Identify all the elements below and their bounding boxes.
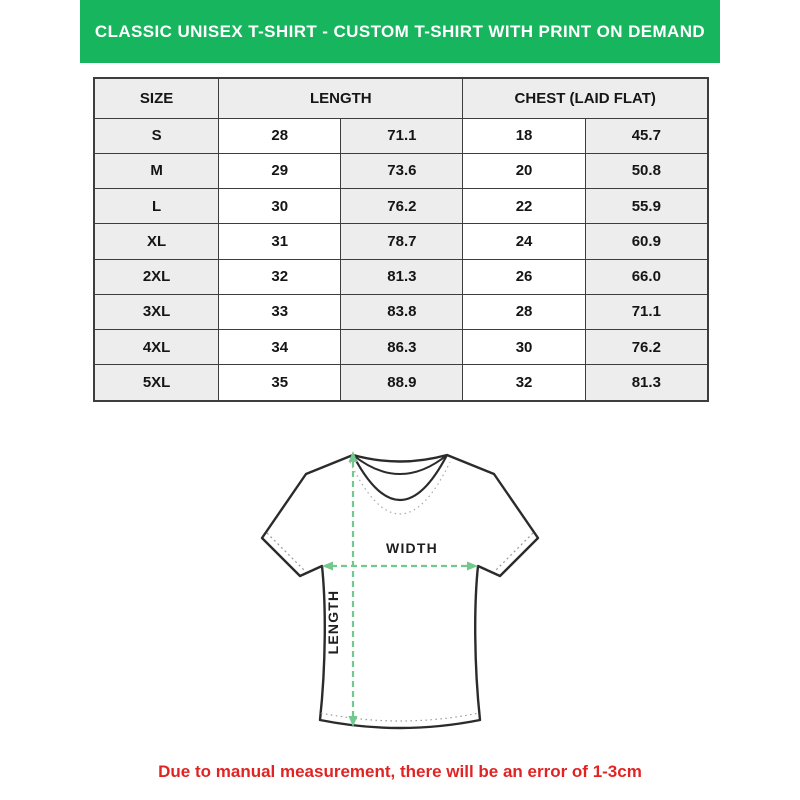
- tshirt-body-outline: [262, 455, 538, 728]
- cell-length-inches: 28: [219, 118, 341, 153]
- length-label: LENGTH: [325, 589, 341, 655]
- column-header-length: LENGTH: [219, 78, 463, 118]
- cell-size-label: XL: [94, 224, 219, 259]
- cell-chest-inches: 24: [463, 224, 585, 259]
- cell-chest-cm: 76.2: [585, 330, 708, 365]
- size-table-body: [94, 118, 708, 401]
- cell-length-cm: 76.2: [341, 189, 463, 224]
- cell-size-label: M: [94, 153, 219, 188]
- cell-length-inches: 35: [219, 365, 341, 401]
- cell-length-inches: 32: [219, 259, 341, 294]
- table-row: [94, 118, 708, 153]
- cell-chest-cm: 71.1: [585, 294, 708, 329]
- title-banner: [80, 0, 720, 63]
- cell-chest-inches: 26: [463, 259, 585, 294]
- measurement-disclaimer: Due to manual measurement, there will be an error of 1-3cm: [158, 762, 642, 781]
- cell-length-cm: 78.7: [341, 224, 463, 259]
- table-row: [94, 365, 708, 401]
- cell-chest-inches: 20: [463, 153, 585, 188]
- table-row: [94, 189, 708, 224]
- column-header-size: SIZE: [94, 78, 219, 118]
- cell-length-cm: 81.3: [341, 259, 463, 294]
- cell-chest-cm: 66.0: [585, 259, 708, 294]
- size-chart-table: [93, 77, 709, 402]
- cell-length-inches: 30: [219, 189, 341, 224]
- cell-length-inches: 33: [219, 294, 341, 329]
- cell-length-cm: 73.6: [341, 153, 463, 188]
- width-label: WIDTH: [386, 540, 438, 556]
- cell-length-inches: 34: [219, 330, 341, 365]
- table-row: [94, 153, 708, 188]
- cell-length-cm: 71.1: [341, 118, 463, 153]
- page-title: CLASSIC UNISEX T-SHIRT - CUSTOM T-SHIRT WITH PRINT ON DEMAND: [94, 21, 706, 41]
- cell-size-label: S: [94, 118, 219, 153]
- tshirt-drawing: [254, 444, 546, 744]
- cell-size-label: 4XL: [94, 330, 219, 365]
- cell-length-inches: 29: [219, 153, 341, 188]
- table-row: [94, 294, 708, 329]
- cell-chest-cm: 50.8: [585, 153, 708, 188]
- cell-size-label: 5XL: [94, 365, 219, 401]
- cell-chest-cm: 45.7: [585, 118, 708, 153]
- cell-size-label: L: [94, 189, 219, 224]
- cell-length-cm: 83.8: [341, 294, 463, 329]
- tshirt-measurement-diagram: [254, 444, 546, 744]
- cell-chest-cm: 81.3: [585, 365, 708, 401]
- cell-size-label: 3XL: [94, 294, 219, 329]
- cell-size-label: 2XL: [94, 259, 219, 294]
- column-header-chest: CHEST (LAID FLAT): [463, 78, 708, 118]
- table-row: [94, 224, 708, 259]
- cell-chest-inches: 18: [463, 118, 585, 153]
- cell-chest-inches: 32: [463, 365, 585, 401]
- cell-length-cm: 88.9: [341, 365, 463, 401]
- table-header-row: [94, 78, 708, 118]
- cell-chest-inches: 30: [463, 330, 585, 365]
- cell-chest-cm: 55.9: [585, 189, 708, 224]
- table-row: [94, 330, 708, 365]
- cell-length-cm: 86.3: [341, 330, 463, 365]
- cell-length-inches: 31: [219, 224, 341, 259]
- cell-chest-cm: 60.9: [585, 224, 708, 259]
- cell-chest-inches: 22: [463, 189, 585, 224]
- table-row: [94, 259, 708, 294]
- cell-chest-inches: 28: [463, 294, 585, 329]
